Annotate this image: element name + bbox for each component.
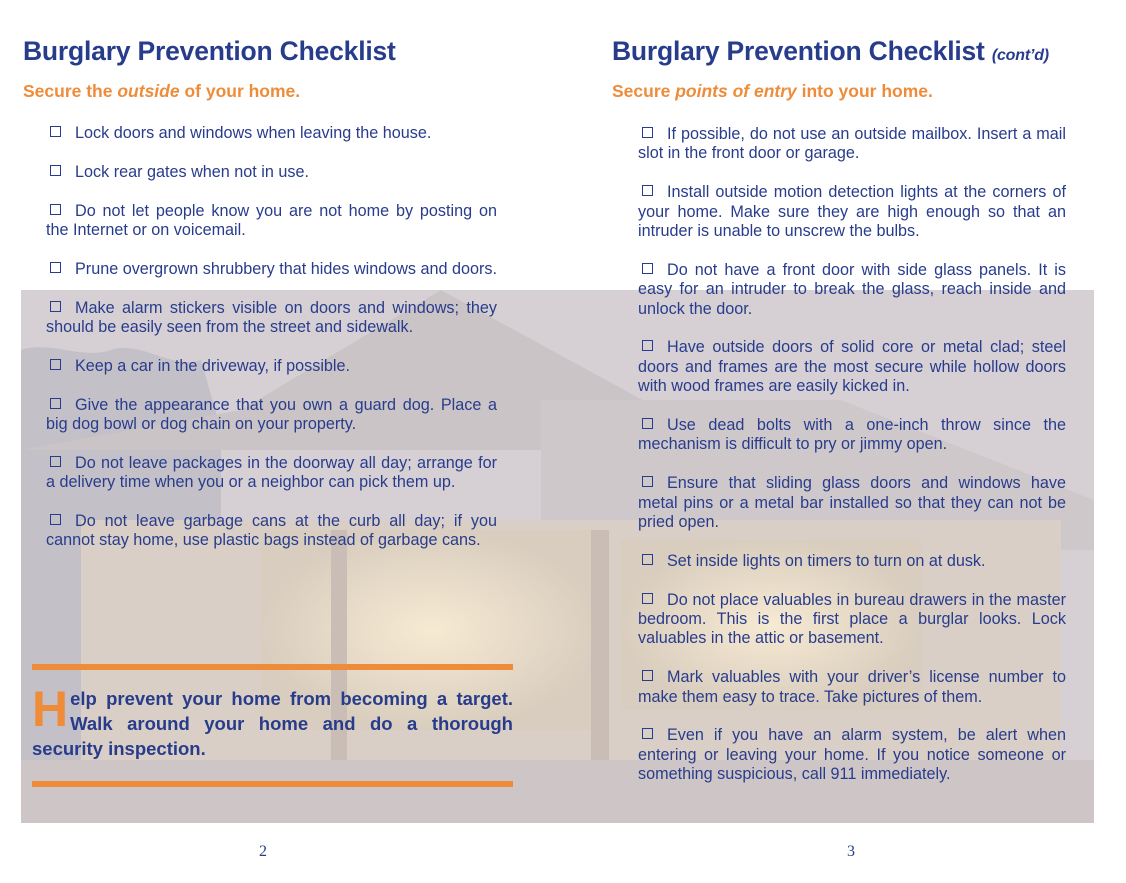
checklist-item-text: Give the appearance that you own a guard dog. Place a big dog bowl or dog chain on your property. (46, 395, 497, 433)
checkbox-icon (50, 126, 61, 137)
right-page-number: 3 (847, 843, 855, 860)
checklist-item-text: Lock rear gates when not in use. (75, 162, 309, 181)
checklist-item-text: Keep a car in the driveway, if possible. (75, 356, 351, 375)
checklist-item (638, 416, 1066, 455)
checklist-item (638, 552, 1066, 571)
checklist-item (638, 125, 1066, 164)
checklist-item (46, 163, 497, 182)
checkbox-icon (642, 670, 653, 681)
callout-bottom-rule (32, 781, 513, 787)
checkbox-icon (642, 418, 653, 429)
checklist-item-text: Even if you have an alarm system, be alert when entering or leaving your home. If you notice someone or something suspicious, call 911 immediately. (638, 726, 1066, 784)
callout-text (32, 681, 513, 761)
left-page-subtitle (23, 81, 518, 102)
checklist-item-text: Ensure that sliding glass doors and windows have metal pins or a metal bar installed so that they can not be pried open. (638, 474, 1066, 532)
checklist-item (638, 338, 1066, 396)
callout-top-rule (32, 664, 513, 670)
checklist-item-text: If possible, do not use an outside mailbox. Insert a mail slot in the front door or garage. (638, 125, 1066, 163)
checklist-item (46, 512, 497, 551)
checkbox-icon (642, 340, 653, 351)
left-checklist (46, 124, 497, 551)
callout-box (32, 664, 513, 787)
checklist-item (46, 124, 497, 143)
subtitle-text-before: Secure the (23, 81, 118, 101)
checkbox-icon (50, 359, 61, 370)
checklist-item (638, 591, 1066, 649)
checkbox-icon (50, 301, 61, 312)
checklist-item (46, 454, 497, 493)
left-page-column (23, 36, 518, 570)
checkbox-icon (642, 554, 653, 565)
callout-body: elp prevent your home from becoming a target. Walk around your home and do a thorough security inspection. (32, 688, 513, 759)
checkbox-icon (642, 185, 653, 196)
checkbox-icon (50, 262, 61, 273)
checklist-item-text: Do not let people know you are not home by posting on the Internet or on voicemail. (46, 201, 497, 239)
subtitle-text-after: into your home. (796, 81, 933, 101)
checkbox-icon (642, 127, 653, 138)
checklist-item-text: Do not leave packages in the doorway all day; arrange for a delivery time when you or a neighbor can pick them up. (46, 453, 497, 492)
subtitle-text-before: Secure (612, 81, 676, 101)
checkbox-icon (50, 165, 61, 176)
right-page-subtitle (612, 81, 1072, 102)
right-title-text: Burglary Prevention Checklist (612, 36, 985, 66)
checkbox-icon (642, 728, 653, 739)
checklist-item (638, 474, 1066, 532)
right-page-column (612, 36, 1072, 804)
checklist-item (638, 726, 1066, 784)
checklist-item (46, 357, 497, 376)
checklist-item (46, 260, 497, 279)
callout-dropcap: H (32, 681, 69, 737)
checklist-item (46, 202, 497, 241)
checklist-item-text: Have outside doors of solid core or metal clad; steel doors and frames are the most secure while hollow doors with wood frames are easily kicked in. (638, 338, 1066, 396)
checkbox-icon (642, 476, 653, 487)
checklist-item-text: Lock doors and windows when leaving the house. (75, 124, 432, 142)
left-page-number: 2 (259, 843, 267, 860)
checklist-item (638, 668, 1066, 707)
checklist-item-text: Prune overgrown shrubbery that hides windows and doors. (75, 259, 498, 278)
checklist-item-text: Do not leave garbage cans at the curb all day; if you cannot stay home, use plastic bags instead of garbage cans. (46, 512, 497, 550)
checklist-item-text: Make alarm stickers visible on doors and windows; they should be easily seen from the street and sidewalk. (46, 298, 497, 336)
checklist-item-text: Mark valuables with your driver’s license number to make them easy to trace. Take pictures of them. (638, 668, 1066, 706)
checklist-item (638, 183, 1066, 241)
subtitle-emphasis: outside (117, 81, 180, 101)
left-page-title: Burglary Prevention Checklist (23, 36, 396, 66)
checklist-item-text: Do not have a front door with side glass panels. It is easy for an intruder to break the glass, reach inside and unlock the door. (638, 260, 1066, 318)
checkbox-icon (50, 514, 61, 525)
right-page-title (612, 36, 1072, 67)
right-checklist (638, 125, 1066, 785)
checkbox-icon (50, 204, 61, 215)
checkbox-icon (642, 593, 653, 604)
checklist-item-text: Install outside motion detection lights at the corners of your home. Make sure they are high enough so that an intruder is unable to unscrew the bulbs. (638, 183, 1066, 241)
checklist-item-text: Set inside lights on timers to turn on at dusk. (667, 551, 986, 570)
checklist-item (638, 261, 1066, 319)
checklist-item-text: Do not place valuables in bureau drawers in the master bedroom. This is the first place a burglar looks. Lock valuables in the attic or basement. (638, 590, 1066, 648)
subtitle-emphasis: points of entry (675, 81, 797, 101)
subtitle-text-after: of your home. (179, 81, 301, 101)
checklist-item (46, 299, 497, 338)
checkbox-icon (50, 456, 61, 467)
checklist-item-text: Use dead bolts with a one-inch throw since the mechanism is difficult to pry or jimmy open. (638, 416, 1066, 454)
checkbox-icon (50, 398, 61, 409)
checkbox-icon (642, 263, 653, 274)
checklist-item (46, 396, 497, 435)
right-title-suffix: (cont’d) (991, 47, 1049, 64)
